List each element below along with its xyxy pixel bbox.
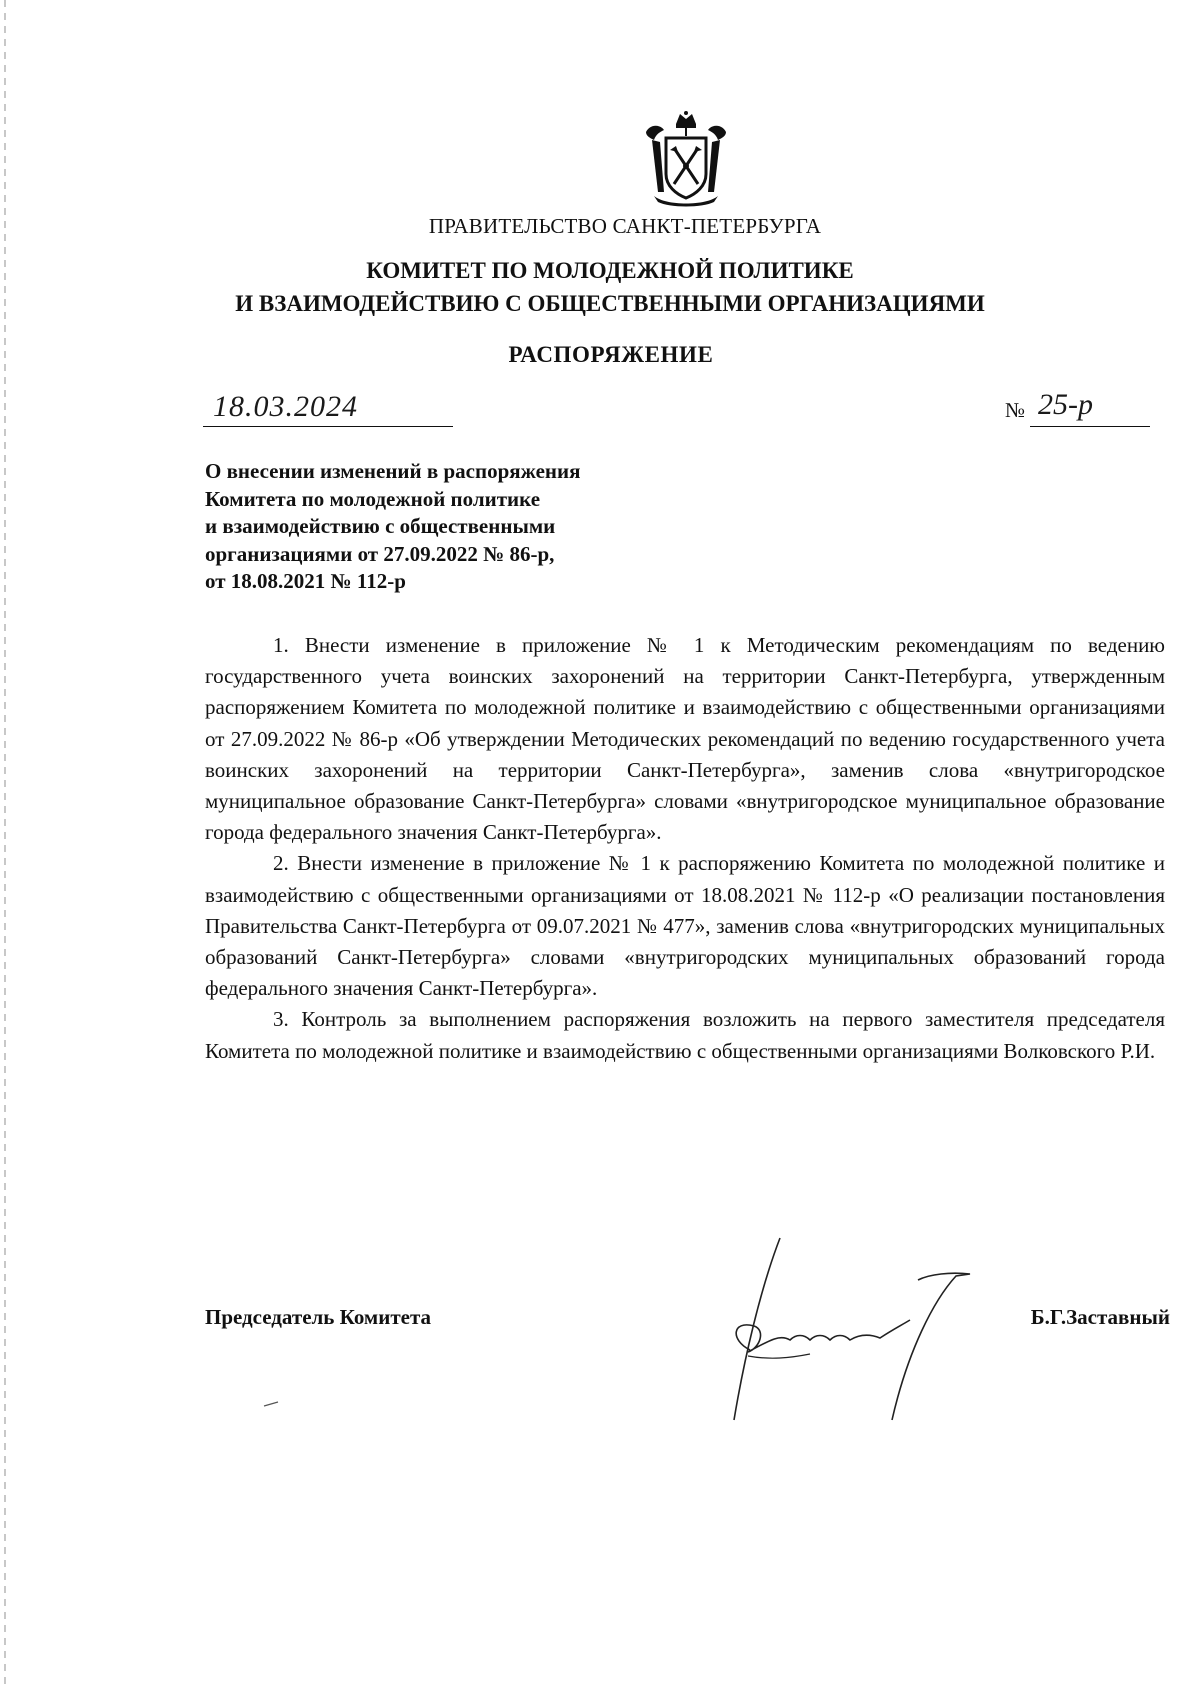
document-type: РАСПОРЯЖЕНИЕ	[508, 342, 714, 367]
date-field	[203, 388, 453, 427]
committee-name-line-2: И ВЗАИМОДЕЙСТВИЮ С ОБЩЕСТВЕННЫМИ ОРГАНИЗАЦИЯМИ	[235, 291, 985, 316]
subject-line-2: Комитета по молодежной политике	[205, 486, 541, 511]
body-paragraph-1: 1. Внести изменение в приложение № 1 к Методическим рекомендациям по ведению государственного учета воинских захоронений на территории Санкт-Петербурга, утвержденным распоряжением Комитета по молодежной политике и взаимодействию с общественными организациями от 27.09.2022 № 86-р «Об утверждении Методических рекомендаций по ведению государственного учета воинских захоронений на территории Санкт-Петербурга», заменив слова «внутригородское муниципальное образование Санкт-Петербурга» словами «внутригородское муниципальное образование города федерального значения Санкт-Петербурга».	[205, 633, 1165, 845]
government-name: ПРАВИТЕЛЬСТВО САНКТ-ПЕТЕРБУРГА	[428, 214, 822, 238]
signatory-title: Председатель Комитета	[205, 1305, 432, 1329]
subject-line-4: организациями от 27.09.2022 № 86-р,	[205, 541, 555, 566]
scan-edge-artifact	[4, 0, 6, 1685]
signatory-name: Б.Г.Заставный	[1030, 1305, 1170, 1329]
signature-block	[205, 1305, 1170, 1345]
body-paragraph-2: 2. Внести изменение в приложение № 1 к распоряжению Комитета по молодежной политике и взаимодействию с общественными организациями от 18.08.2021 № 112-р «О реализации постановления Правительства Санкт-Петербурга от 09.07.2021 № 477», заменив слова «внутригородских муниципальных образований Санкт-Петербурга» словами «внутригородских муниципальных образований города федерального значения Санкт-Петербурга».	[205, 851, 1165, 1001]
stray-ink-mark	[262, 1400, 280, 1408]
handwritten-number: 25-р	[1038, 388, 1093, 421]
number-label: №	[1005, 398, 1026, 422]
committee-name-line-1: КОМИТЕТ ПО МОЛОДЕЖНОЙ ПОЛИТИКЕ	[366, 258, 854, 283]
committee-name	[0, 254, 1200, 320]
document-subject	[205, 458, 675, 596]
subject-line-1: О внесении изменений в распоряжения	[205, 459, 581, 483]
subject-line-3: и взаимодействию с общественными	[205, 514, 556, 538]
handwritten-date: 18.03.2024	[213, 390, 358, 423]
body-paragraph-3: 3. Контроль за выполнением распоряжения возложить на первого заместителя председателя Комитета по молодежной политике и взаимодействию с общественными организациями Волковского Р.И.	[205, 1007, 1165, 1063]
subject-line-5: от 18.08.2021 № 112-р	[205, 569, 406, 593]
document-body	[205, 630, 1165, 1067]
number-field	[1030, 388, 1150, 427]
coat-of-arms-icon	[640, 110, 732, 208]
